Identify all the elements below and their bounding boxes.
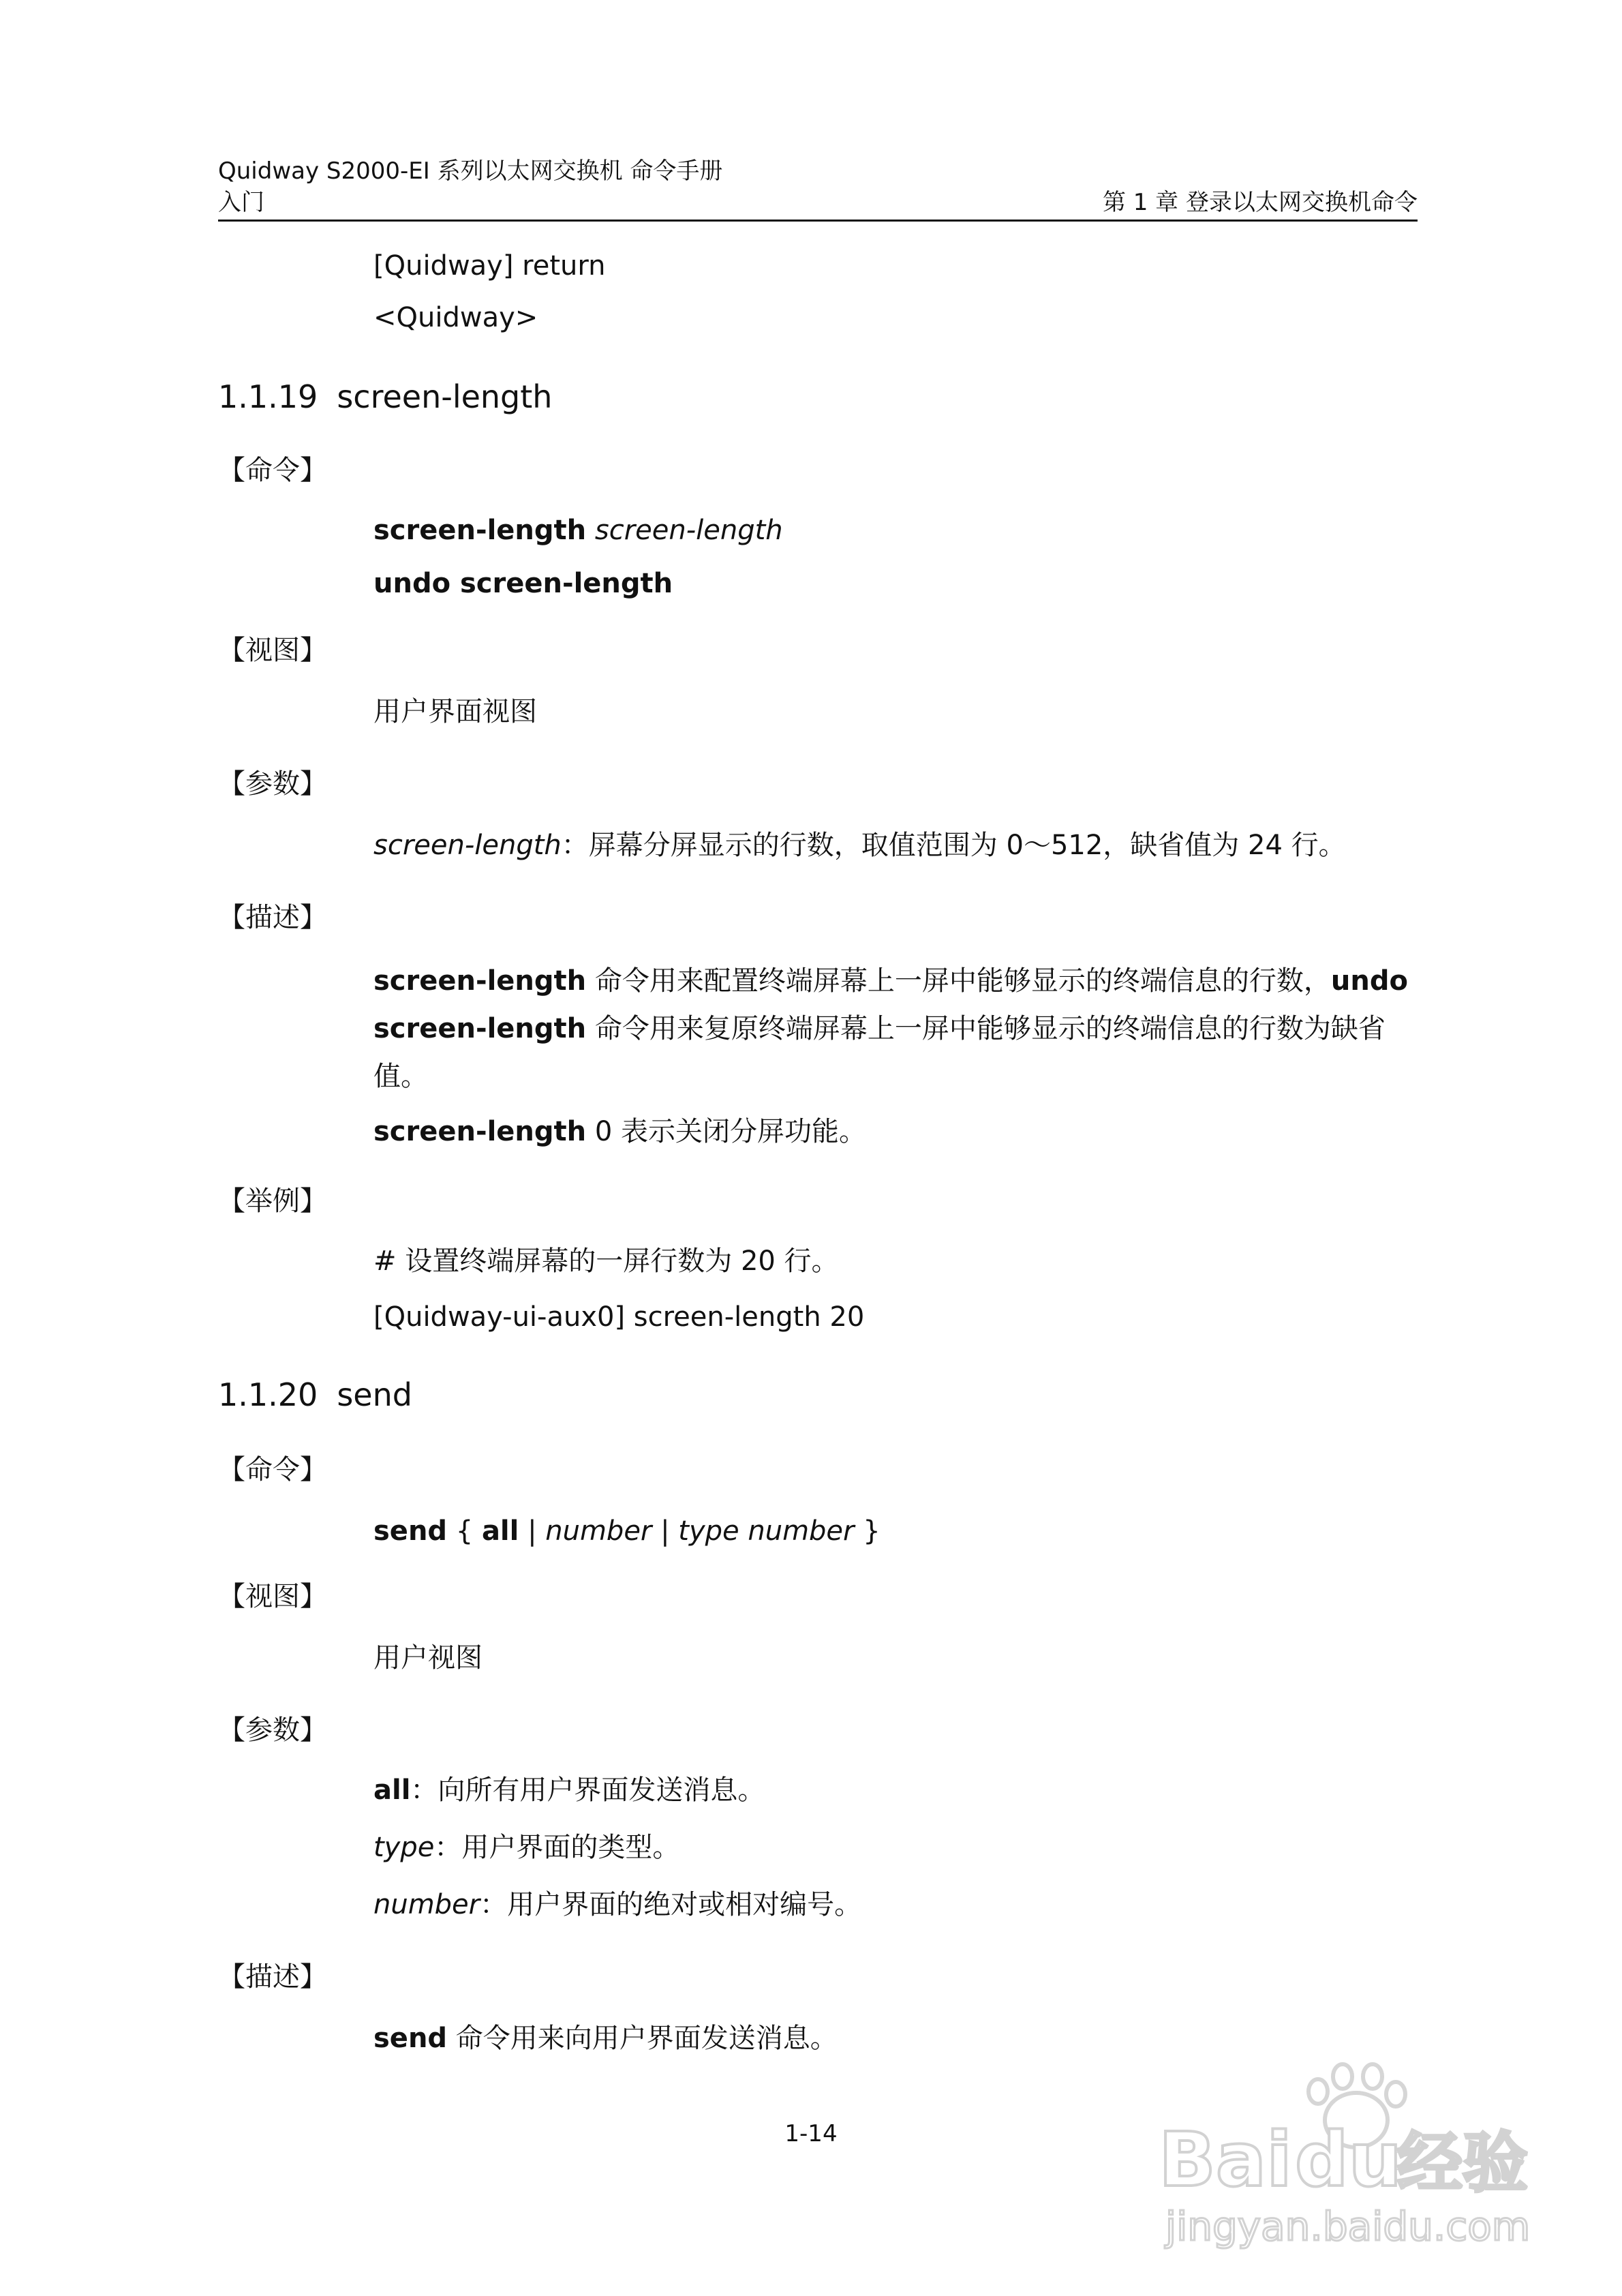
param-line (373, 1886, 861, 1924)
keyword: undo screen-length (373, 568, 673, 599)
section-heading-1-1-19 (218, 376, 552, 417)
syntax-punct: } (854, 1515, 881, 1547)
desc-paragraph (373, 2019, 838, 2057)
baidu-watermark-logo (1152, 2052, 1533, 2256)
param-name: type (373, 1832, 435, 1863)
svg-text:Bai: Bai (1159, 2116, 1292, 2203)
desc-text: 0 表示关闭分屏功能。 (586, 1116, 867, 1147)
param-desc: ：用户界面的绝对或相对编号。 (480, 1889, 862, 1920)
param-line (373, 1828, 679, 1867)
desc-text: 命令用来复原终端屏幕上一屏中能够显示的终端信息的行数为缺省值。 (373, 1013, 1386, 1092)
param-label: 【参数】 (218, 768, 327, 800)
param-label: 【参数】 (218, 1715, 327, 1746)
section-title: send (337, 1376, 412, 1413)
chapter-title: 第 1 章 登录以太网交换机命令 (1102, 189, 1418, 216)
syntax-punct: | (652, 1515, 679, 1547)
desc-text: 命令用来配置终端屏幕上一屏中能够显示的终端信息的行数， (586, 965, 1331, 997)
argument: number (545, 1515, 652, 1547)
keyword: send (373, 1515, 448, 1547)
section-number: 1.1.19 (218, 378, 318, 415)
keyword: screen-length (373, 515, 587, 546)
doc-title: Quidway S2000-EI 系列以太网交换机 命令手册 (218, 157, 723, 185)
keyword: screen-length (373, 1116, 587, 1147)
view-text: 用户视图 (373, 1642, 483, 1674)
section-number: 1.1.20 (218, 1376, 318, 1413)
keyword: all (481, 1515, 519, 1547)
param-line (373, 826, 1346, 864)
view-text: 用户界面视图 (373, 696, 537, 727)
argument: type number (678, 1515, 855, 1547)
command-syntax (373, 1512, 881, 1550)
desc-label: 【描述】 (218, 902, 327, 933)
example-label: 【举例】 (218, 1185, 327, 1217)
param-desc: ：屏幕分屏显示的行数，取值范围为 0～512，缺省值为 24 行。 (561, 830, 1346, 861)
example-comment: # 设置终端屏幕的一屏行数为 20 行。 (373, 1245, 839, 1277)
section-heading-1-1-20 (218, 1374, 412, 1415)
desc-paragraph (373, 957, 1418, 1100)
keyword: undo screen-length (373, 965, 1408, 1044)
command-label: 【命令】 (218, 455, 327, 486)
param-name: all (373, 1774, 411, 1806)
param-desc: ：向所有用户界面发送消息。 (410, 1774, 765, 1806)
header-divider (218, 220, 1418, 222)
command-syntax (373, 564, 673, 603)
svg-text:du: du (1295, 2116, 1403, 2203)
desc-paragraph (373, 1113, 866, 1151)
keyword: send (373, 2023, 448, 2054)
view-label: 【视图】 (218, 635, 327, 666)
section-title: screen-length (337, 378, 553, 415)
syntax-punct: | (519, 1515, 546, 1547)
param-line (373, 1771, 765, 1809)
param-desc: ：用户界面的类型。 (434, 1832, 680, 1863)
keyword: screen-length (373, 965, 587, 997)
param-name: number (373, 1889, 480, 1920)
command-syntax (373, 511, 783, 549)
svg-text:jingyan.baidu.com: jingyan.baidu.com (1165, 2203, 1531, 2250)
argument: screen-length (594, 515, 783, 546)
syntax-punct: { (447, 1515, 482, 1547)
running-header-left (218, 155, 722, 218)
page-number: 1-14 (784, 2120, 838, 2147)
doc-subtitle: 入门 (218, 189, 264, 216)
param-name: screen-length (373, 830, 562, 861)
code-line: <Quidway> (373, 302, 538, 333)
view-label: 【视图】 (218, 1581, 327, 1612)
code-line: [Quidway] return (373, 250, 606, 282)
example-code: [Quidway-ui-aux0] screen-length 20 (373, 1301, 865, 1333)
desc-label: 【描述】 (218, 1961, 327, 1993)
svg-text:经验: 经验 (1397, 2125, 1528, 2201)
desc-text: 命令用来向用户界面发送消息。 (447, 2023, 838, 2054)
command-label: 【命令】 (218, 1454, 327, 1485)
